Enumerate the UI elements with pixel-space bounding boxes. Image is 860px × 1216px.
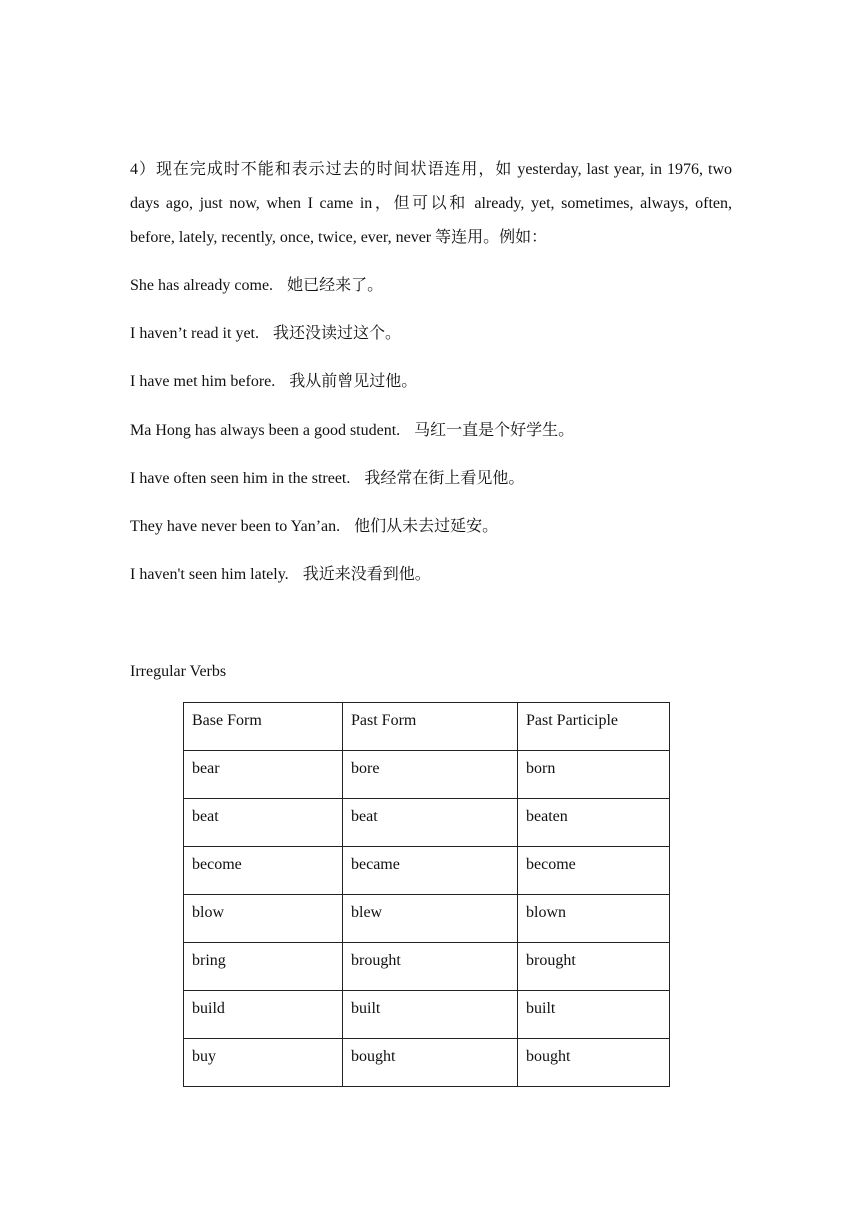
example-sentence: [130, 565, 431, 585]
past-form-cell: became: [343, 847, 518, 895]
table-row: [184, 943, 670, 991]
table-row: [184, 799, 670, 847]
rule-paragraph: 4）现在完成时不能和表示过去的时间状语连用，如 yesterday, last year, in 1976, two days ago, just now, when I came in，但可以和 already, yet, sometimes, always, often, before, lately, recently, once, twice, ever, never 等连用。例如：: [130, 161, 732, 246]
example-chinese: 我从前曾见过他。: [289, 373, 418, 390]
past-participle-cell: born: [518, 751, 670, 799]
example-english: Ma Hong has always been a good student.: [130, 422, 401, 439]
example-sentence: [130, 372, 417, 392]
past-participle-cell: built: [518, 991, 670, 1039]
past-form-cell: built: [343, 991, 518, 1039]
example-english: I have met him before.: [130, 373, 276, 390]
example-sentence: [130, 517, 498, 537]
header-base-form: Base Form: [184, 703, 343, 751]
past-participle-cell: brought: [518, 943, 670, 991]
section-title: Irregular Verbs: [130, 663, 227, 680]
table-row: [184, 1039, 670, 1087]
base-form-cell: beat: [184, 799, 343, 847]
past-participle-cell: blown: [518, 895, 670, 943]
example-sentence: [130, 324, 401, 344]
past-form-cell: bore: [343, 751, 518, 799]
base-form-cell: bring: [184, 943, 343, 991]
example-chinese: 马红一直是个好学生。: [414, 422, 575, 439]
base-form-cell: bear: [184, 751, 343, 799]
past-form-cell: blew: [343, 895, 518, 943]
table-row: [184, 991, 670, 1039]
table-row: [184, 751, 670, 799]
table-header-row: [184, 703, 670, 751]
header-past-form: Past Form: [343, 703, 518, 751]
example-sentence: [130, 421, 574, 441]
base-form-cell: become: [184, 847, 343, 895]
example-chinese: 我近来没看到他。: [302, 566, 431, 583]
past-participle-cell: become: [518, 847, 670, 895]
base-form-cell: buy: [184, 1039, 343, 1087]
past-form-cell: bought: [343, 1039, 518, 1087]
past-form-cell: brought: [343, 943, 518, 991]
base-form-cell: blow: [184, 895, 343, 943]
example-english: I haven't seen him lately.: [130, 566, 289, 583]
example-sentence: [130, 469, 524, 489]
header-past-participle: Past Participle: [518, 703, 670, 751]
past-form-cell: beat: [343, 799, 518, 847]
example-chinese: 她已经来了。: [287, 277, 384, 294]
example-english: I haven’t read it yet.: [130, 325, 259, 342]
example-chinese: 他们从未去过延安。: [354, 518, 499, 535]
example-chinese: 我经常在街上看见他。: [364, 470, 525, 487]
table-row: [184, 895, 670, 943]
example-english: I have often seen him in the street.: [130, 470, 351, 487]
past-participle-cell: beaten: [518, 799, 670, 847]
table-row: [184, 847, 670, 895]
example-english: They have never been to Yan’an.: [130, 518, 341, 535]
example-chinese: 我还没读过这个。: [272, 325, 401, 342]
base-form-cell: build: [184, 991, 343, 1039]
irregular-verbs-table: [183, 702, 670, 1087]
past-participle-cell: bought: [518, 1039, 670, 1087]
example-sentence: [130, 276, 383, 296]
example-english: She has already come.: [130, 277, 274, 294]
